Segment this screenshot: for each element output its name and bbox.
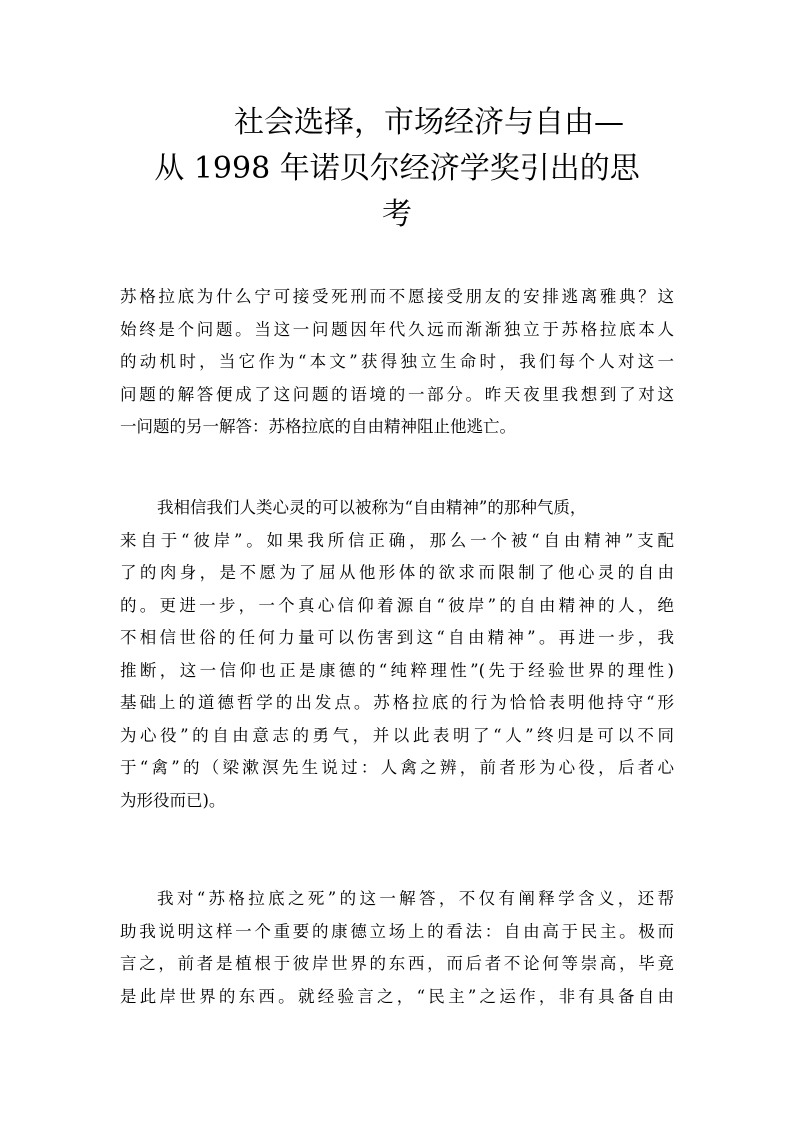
page-title	[120, 100, 674, 238]
text-line: 苏格拉底为什么宁可接受死刑而不愿接受朋友的安排逃离雅典？这	[120, 287, 674, 306]
text-line: 我对“苏格拉底之死”的这一解答，不仅有阐释学含义，还帮	[157, 889, 674, 908]
paragraph-2	[120, 492, 674, 817]
text-line: 一问题的另一解答：苏格拉底的自由精神阻止他逃亡。	[120, 417, 516, 436]
title-line: 从 1998 年诺贝尔经济学奖引出的思	[154, 151, 640, 186]
title-line: 考	[382, 197, 412, 232]
title-line: 社会选择，市场经济与自由—	[234, 105, 624, 140]
text-line: 推断，这一信仰也正是康德的“纯粹理性”(先于经验世界的理性)	[120, 660, 674, 680]
text-line: 基础上的道德哲学的出发点。苏格拉底的行为恰恰表明他持守“形	[120, 693, 674, 712]
text-line: 的动机时，当它作为“本文”获得独立生命时，我们每个人对这一	[120, 352, 674, 371]
text-line: 是此岸世界的东西。就经验言之，“民主”之运作，非有具备自由	[120, 986, 674, 1006]
text-line: 言之，前者是植根于彼岸世界的东西，而后者不论何等崇高，毕竟	[120, 954, 674, 973]
text-line: 始终是个问题。当这一问题因年代久远而渐渐独立于苏格拉底本人	[120, 319, 674, 339]
text-line: 我相信我们人类心灵的可以被称为“自由精神”的那种气质，	[157, 498, 587, 517]
text-line: 来自于“彼岸”。如果我所信正确，那么一个被“自由精神”支配	[120, 530, 674, 550]
paragraph-3	[120, 883, 674, 1013]
text-line: 问题的解答便成了这问题的语境的一部分。昨天夜里我想到了对这	[120, 384, 674, 404]
text-line: 助我说明这样一个重要的康德立场上的看法：自由高于民主。极而	[120, 921, 674, 941]
text-line: 的。更进一步，一个真心信仰着源自“彼岸”的自由精神的人，绝	[120, 595, 674, 615]
text-line: 了的肉身，是不愿为了屈从他形体的欲求而限制了他心灵的自由	[120, 563, 674, 582]
text-line: 不相信世俗的任何力量可以伤害到这“自由精神”。再进一步，我	[120, 628, 674, 647]
text-line: 为心役”的自由意志的勇气，并以此表明了“人”终归是可以不同	[120, 725, 674, 745]
text-line: 于“禽”的（梁漱溟先生说过：人禽之辨，前者形为心役，后者心	[120, 758, 674, 777]
paragraph-1	[120, 281, 674, 444]
text-line: 为形役而已)。	[120, 790, 226, 810]
